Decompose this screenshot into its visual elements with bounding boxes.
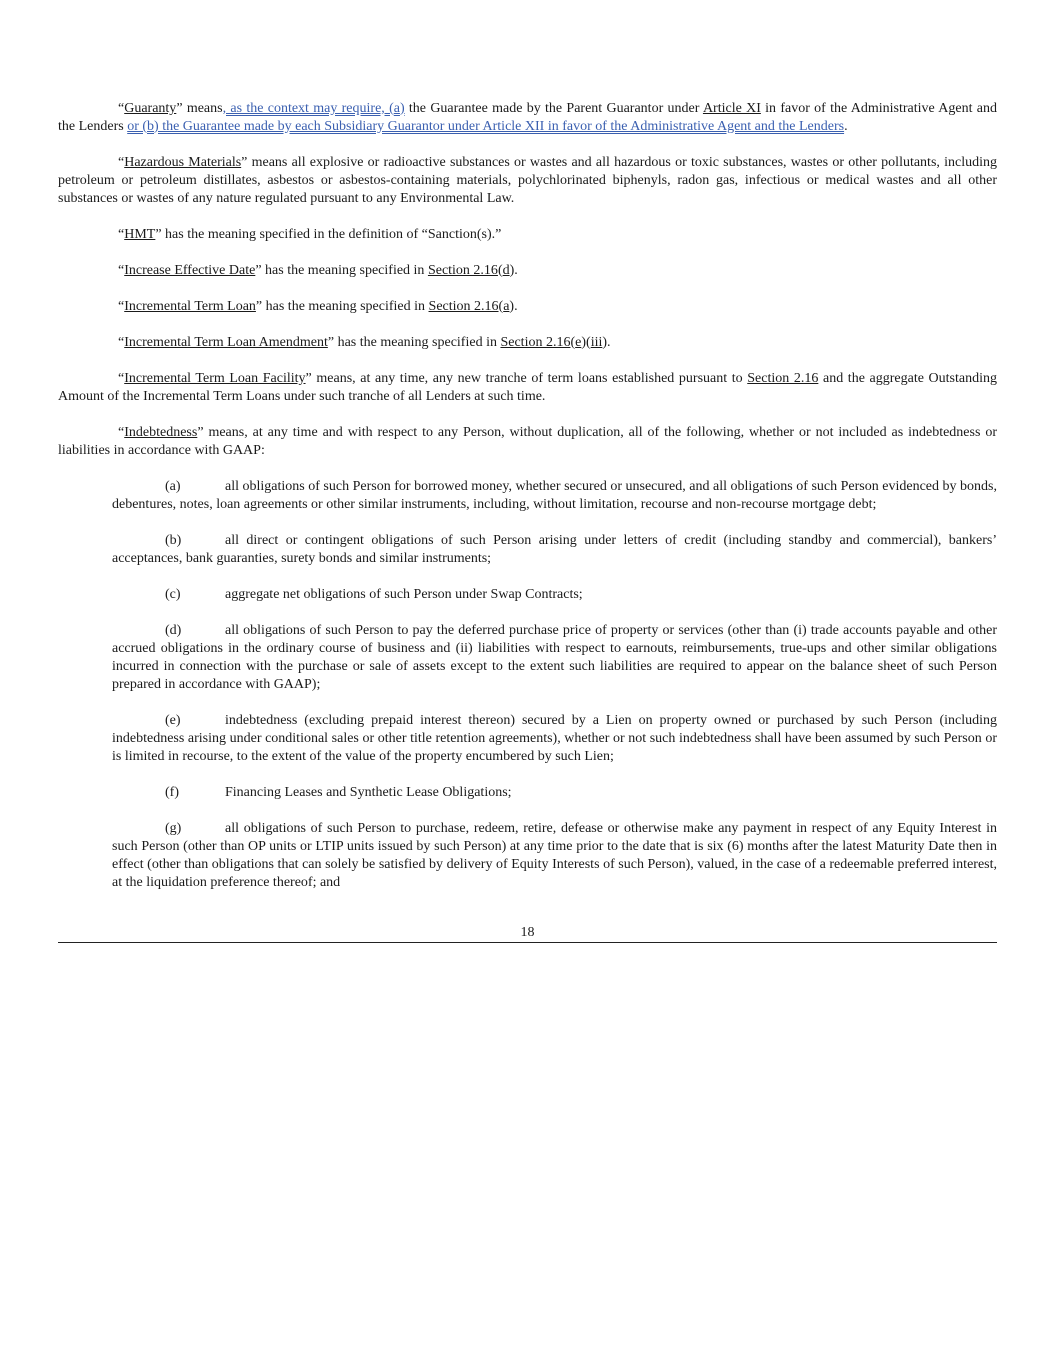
definition-hazardous-materials: “Hazardous Materials” means all explosive or radioactive substances or wastes and all hazardous or toxic substances, wastes or other pollutants, including petroleum or petroleum distillates, asbestos or asbestos-containing materials, polychlorinated biphenyls, radon gas, infectious or medical wastes and all other substances or wastes of any nature regulated pursuant to any Environmental Law. bbox=[58, 155, 997, 206]
page-footer bbox=[58, 924, 997, 943]
defined-term: Guaranty bbox=[124, 101, 177, 116]
inserted-text: , as the context may require, ( bbox=[222, 101, 394, 116]
definition-incremental-term-loan-amendment: “Incremental Term Loan Amendment” has the meaning specified in Section 2.16(e)(iii). bbox=[118, 335, 611, 350]
definition-incremental-term-loan-facility: “Incremental Term Loan Facility” means, at any time, any new tranche of term loans established pursuant to Section 2.16 and the aggregate Outstanding Amount of the Incremental Term Loans under such tranche of all Lenders at such time. bbox=[58, 371, 997, 404]
list-item: (e) indebtedness (excluding prepaid interest thereon) secured by a Lien on property owned or purchased by such Person (including indebtedness arising under conditional sales or other title retention agreements), whether or not such indebtedness shall have been assumed by such Person or is limited in recourse, to the extent of the value of the property encumbered by such Lien; bbox=[112, 713, 997, 764]
cross-reference: Section 2.16 bbox=[428, 299, 499, 314]
list-item: (d) all obligations of such Person to pay the deferred purchase price of property or services (other than (i) trade accounts payable and other accrued obligations in the ordinary course of business and (ii) liabilities with respect to earnouts, reimbursements, true-ups and other similar obligations incurred in connection with the purchase or sale of assets except to the extent such liabilities are required to appear on the balance sheet of such Person prepared in accordance with GAAP); bbox=[112, 623, 997, 692]
defined-term: Incremental Term Loan bbox=[124, 299, 256, 314]
list-item: (g) all obligations of such Person to purchase, redeem, retire, defease or otherwise make any payment in respect of any Equity Interest in such Person (other than OP units or LTIP units issued by such Person) at any time prior to the date that is six (6) months after the latest Maturity Date then in effect (other than obligations that can solely be satisfied by delivery of Equity Interests of such Person), valued, in the case of a redeemable preferred interest, at the liquidation preference thereof; and bbox=[112, 821, 997, 890]
list-item: (b) all direct or contingent obligations of such Person arising under letters of credit (including standby and commercial), bankers’ acceptances, bank guaranties, surety bonds and similar instruments; bbox=[112, 533, 997, 566]
item-label: (a) bbox=[165, 479, 181, 494]
footer-rule bbox=[58, 942, 997, 943]
item-label: (g) bbox=[165, 821, 182, 836]
defined-term: HMT bbox=[124, 227, 156, 242]
cross-reference: Section 2.16 bbox=[427, 263, 498, 278]
cross-reference: Section 2.16 bbox=[500, 335, 571, 350]
defined-term: Indebtedness bbox=[124, 425, 198, 440]
cross-reference: a bbox=[503, 299, 510, 314]
page-number: 18 bbox=[520, 925, 535, 940]
list-item: (a) all obligations of such Person for borrowed money, whether secured or unsecured, and all obligations of such Person evidenced by bonds, debentures, notes, loan agreements or other similar instruments, including, without limitation, recourse and non-recourse mortgage debt; bbox=[112, 479, 997, 512]
list-item: (c) aggregate net obligations of such Person under Swap Contracts; bbox=[165, 587, 583, 602]
inserted-text: a bbox=[393, 101, 400, 116]
inserted-text: or ( bbox=[127, 119, 148, 134]
item-label: (c) bbox=[165, 587, 181, 602]
defined-term: Incremental Term Loan Amendment bbox=[124, 335, 328, 350]
cross-reference: Article XI bbox=[702, 101, 761, 116]
list-item: (f) Financing Leases and Synthetic Lease Obligations; bbox=[165, 785, 512, 800]
definition-hmt: “HMT” has the meaning specified in the definition of “Sanction(s).” bbox=[118, 227, 502, 242]
inserted-text: ) bbox=[399, 101, 405, 116]
inserted-text: b bbox=[147, 119, 155, 134]
item-label: (f) bbox=[165, 785, 179, 800]
document-page bbox=[58, 100, 997, 910]
definition-incremental-term-loan: “Incremental Term Loan” has the meaning specified in Section 2.16(a). bbox=[118, 299, 518, 314]
cross-reference: Section 2.16 bbox=[747, 371, 819, 386]
defined-term: Increase Effective Date bbox=[124, 263, 256, 278]
cross-reference: e bbox=[575, 335, 582, 350]
cross-reference: d bbox=[502, 263, 510, 278]
defined-term: Incremental Term Loan Facility bbox=[124, 371, 306, 386]
item-label: (d) bbox=[165, 623, 182, 638]
item-label: (b) bbox=[165, 533, 182, 548]
definition-guaranty: “Guaranty” means, as the context may require, (a) the Guarantee made by the Parent Guarantor under Article XI in favor of the Administrative Agent and the Lenders or (b) the Guarantee made by each Subsidiary Guarantor under Article XII in favor of the Administrative Agent and the Lenders. bbox=[58, 101, 997, 134]
definition-indebtedness: “Indebtedness” means, at any time and with respect to any Person, without duplication, all of the following, whether or not included as indebtedness or liabilities in accordance with GAAP: bbox=[58, 425, 997, 458]
item-label: (e) bbox=[165, 713, 181, 728]
inserted-text: ) the Guarantee made by each Subsidiary Guarantor under Article XII in favor of the Administrative Agent and the Lenders bbox=[154, 119, 845, 134]
cross-reference: iii bbox=[590, 335, 603, 350]
definition-increase-effective-date: “Increase Effective Date” has the meaning specified in Section 2.16(d). bbox=[118, 263, 518, 278]
defined-term: Hazardous Materials bbox=[124, 155, 242, 170]
